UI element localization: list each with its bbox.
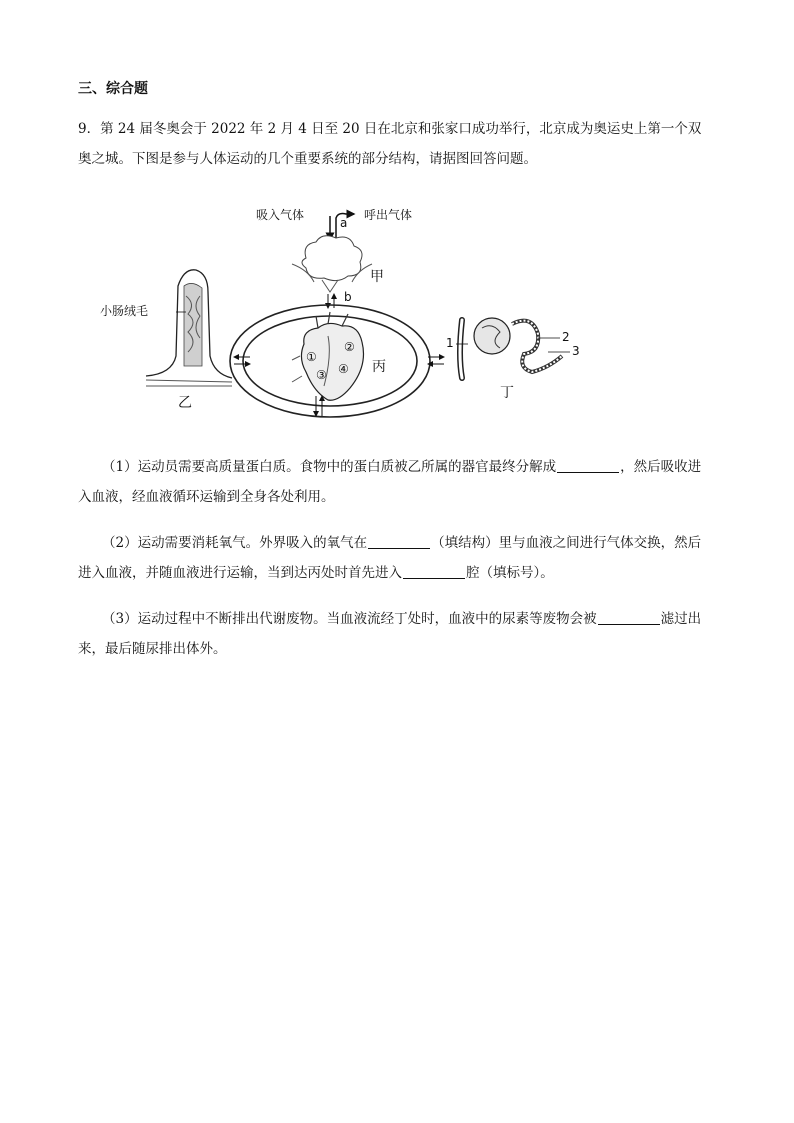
- q2-answer-blank-2[interactable]: [403, 564, 465, 579]
- q3-text-before: （3）运动过程中不断排出代谢废物。当血液流经丁处时，血液中的尿素等废物会被: [102, 611, 597, 627]
- q2-text-before: （2）运动需要消耗氧气。外界吸入的氧气在: [102, 535, 368, 551]
- exhale-label: 呼出气体: [364, 208, 413, 222]
- kidney-label-1: 1: [446, 336, 454, 350]
- q1-text-after: ，然后吸收进入血液，经血液循环运输到全身各处利用。: [78, 459, 702, 505]
- question-1: [78, 452, 714, 512]
- nephron-ding: [456, 318, 570, 378]
- heart-chamber-1: ①: [306, 350, 317, 364]
- q3-answer-blank[interactable]: [598, 610, 660, 625]
- q1-text-before: （1）运动员需要高质量蛋白质。食物中的蛋白质被乙所属的器官最终分解成: [102, 459, 557, 475]
- section-title: 三、综合题: [78, 81, 148, 97]
- heart-bing: [292, 312, 364, 400]
- arrow-a-label: a: [340, 216, 348, 230]
- label-jia: 甲: [370, 269, 384, 285]
- kidney-label-2: 2: [562, 330, 570, 344]
- lung-jia: [292, 214, 372, 293]
- q1-answer-blank[interactable]: [557, 458, 619, 473]
- question-2: [78, 528, 714, 588]
- label-ding: 丁: [500, 385, 514, 401]
- q2-text-mid: （填结构）里与血液之间进行气体交换，然后进入血液，并随血液进行运输，当到达丙处时首先进入: [78, 535, 702, 581]
- heart-chamber-2: ②: [344, 340, 355, 354]
- heart-chamber-3: ③: [316, 368, 327, 382]
- heart-chamber-4: ④: [338, 362, 349, 376]
- q2-answer-blank-1[interactable]: [368, 534, 430, 549]
- question-intro: 9．第 24 届冬奥会于 2022 年 2 月 4 日至 20 日在北京和张家口成功举行，北京成为奥运史上第一个双奥之城。下图是参与人体运动的几个重要系统的部分结构，请据图回答问题。: [78, 121, 702, 167]
- kidney-label-3: 3: [572, 344, 580, 358]
- villus-yi: [146, 270, 232, 386]
- figure-drawing: [92, 196, 612, 426]
- villus-label: 小肠绒毛: [100, 304, 149, 318]
- q3-text-after: 滤过出来，最后随尿排出体外。: [78, 611, 702, 657]
- body-systems-figure: [92, 196, 612, 426]
- label-bing: 丙: [372, 359, 386, 375]
- q2-text-after: 腔（填标号）。: [466, 565, 554, 581]
- arrow-b-label: b: [344, 290, 352, 304]
- question-3: [78, 604, 714, 664]
- label-yi: 乙: [178, 395, 192, 411]
- inhale-label: 吸入气体: [256, 208, 305, 222]
